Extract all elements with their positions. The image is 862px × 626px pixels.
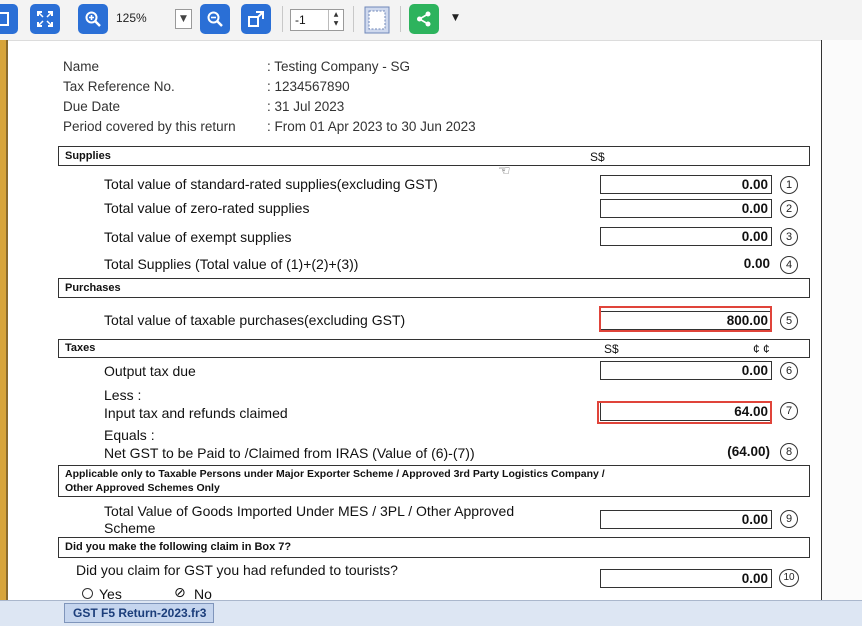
supplies-row-2-field[interactable]: 0.00 — [600, 199, 772, 218]
page-grid-icon — [362, 5, 392, 35]
supplies-section-header — [58, 146, 810, 166]
page-icon — [0, 11, 11, 27]
expand-icon — [36, 10, 54, 28]
left-border-shadow — [6, 40, 8, 600]
fit-page-button[interactable] — [30, 4, 60, 34]
zoom-out-button[interactable] — [200, 4, 230, 34]
right-margin — [822, 40, 862, 600]
box-number-5: 5 — [780, 312, 798, 330]
yes-label: Yes — [99, 586, 122, 600]
claim-section-header — [58, 537, 810, 558]
claim-question: Did you claim for GST you had refunded to tourists? — [76, 562, 398, 578]
no-label: No — [194, 586, 212, 600]
purchases-section-header — [58, 278, 810, 298]
tax-ref-label: Tax Reference No. — [63, 79, 175, 94]
taxes-cents: ¢ ¢ — [753, 342, 770, 356]
mes-row-label-line-2-clip — [100, 519, 520, 534]
supplies-row-1-label: Total value of standard-rated supplies(excluding GST) — [104, 176, 438, 192]
output-tax-label: Output tax due — [104, 363, 196, 379]
taxes-title: Taxes — [65, 342, 96, 354]
page-number-value: -1 — [295, 13, 306, 27]
previous-page-button[interactable] — [0, 4, 18, 34]
highlight-box-5 — [599, 306, 772, 332]
box-number-8: 8 — [780, 443, 798, 461]
page-number-input[interactable] — [290, 9, 344, 31]
share-dropdown-icon[interactable]: ▼ — [452, 13, 459, 23]
net-gst-value: (64.00) — [727, 444, 770, 459]
supplies-title: Supplies — [65, 150, 111, 162]
box-number-6: 6 — [780, 362, 798, 380]
claim-title: Did you make the following claim in Box 7? — [65, 541, 292, 553]
toolbar-separator — [400, 6, 401, 32]
hand-cursor-icon: ☜ — [498, 163, 511, 179]
box-number-4: 4 — [780, 256, 798, 274]
supplies-row-2-label: Total value of zero-rated supplies — [104, 200, 310, 216]
box-number-7: 7 — [780, 402, 798, 420]
purchases-title: Purchases — [65, 282, 121, 294]
zoom-in-button[interactable] — [78, 4, 108, 34]
zoom-in-icon — [84, 10, 102, 28]
input-tax-label: Input tax and refunds claimed — [104, 405, 288, 421]
supplies-row-3-label: Total value of exempt supplies — [104, 229, 292, 245]
mes-title-line-2: Other Approved Schemes Only — [65, 482, 220, 494]
purchases-row-5-label: Total value of taxable purchases(excluding GST) — [104, 312, 406, 328]
supplies-row-4-value: 0.00 — [743, 256, 770, 271]
tab-label: GST F5 Return-2023.fr3 — [73, 606, 207, 620]
supplies-row-1-field[interactable]: 0.00 — [600, 175, 772, 194]
due-date-value: : 31 Jul 2023 — [267, 99, 345, 114]
taxes-section-header — [58, 339, 810, 358]
no-checked-icon[interactable]: ⊘ — [174, 586, 186, 600]
resize-icon — [247, 10, 265, 28]
output-tax-field[interactable]: 0.00 — [600, 361, 772, 380]
mes-field[interactable]: 0.00 — [600, 510, 772, 529]
claim-field[interactable]: 0.00 — [600, 569, 772, 588]
purchases-row-5-field[interactable]: 800.00 — [600, 311, 772, 330]
name-value: : Testing Company - SG — [267, 59, 411, 74]
box-number-1: 1 — [780, 176, 798, 194]
box-number-10: 10 — [779, 569, 799, 587]
tab-gst-f5-return[interactable] — [64, 603, 214, 623]
supplies-row-3-field[interactable]: 0.00 — [600, 227, 772, 246]
zoom-out-icon — [206, 10, 224, 28]
page-width-button[interactable] — [241, 4, 271, 34]
supplies-row-4-label: Total Supplies (Total value of (1)+(2)+(3)) — [104, 256, 359, 272]
tax-ref-value: : 1234567890 — [267, 79, 350, 94]
period-label: Period covered by this return — [63, 119, 236, 134]
mes-title-line-1: Applicable only to Taxable Persons under Major Exporter Scheme / Approved 3rd Party Logistics Company / — [65, 468, 605, 480]
net-gst-label: Net GST to be Paid to /Claimed from IRAS (Value of (6)-(7)) — [104, 445, 475, 461]
box-number-3: 3 — [780, 228, 798, 246]
name-label: Name — [63, 59, 100, 74]
period-value: : From 01 Apr 2023 to 30 Jun 2023 — [267, 119, 476, 134]
highlight-box-7 — [597, 401, 772, 424]
page-spinner[interactable] — [328, 10, 343, 30]
chevron-down-icon: ▼ — [180, 14, 187, 24]
mes-section-header — [58, 465, 810, 497]
input-tax-field[interactable]: 64.00 — [600, 402, 772, 421]
equals-label: Equals : — [104, 427, 155, 443]
due-date-label: Due Date — [63, 99, 121, 114]
supplies-currency: S$ — [590, 150, 605, 164]
zoom-dropdown[interactable] — [175, 9, 192, 29]
toolbar — [0, 0, 862, 41]
spin-down-icon[interactable]: ▼ — [333, 20, 339, 27]
less-label: Less : — [104, 387, 142, 403]
share-button[interactable] — [409, 4, 439, 34]
toolbar-separator — [282, 6, 283, 32]
yes-radio[interactable] — [82, 588, 93, 599]
share-icon — [415, 10, 433, 28]
spin-up-icon[interactable]: ▲ — [333, 11, 339, 18]
mes-row-label-line-2: Scheme — [104, 520, 156, 534]
taxes-currency: S$ — [604, 342, 619, 356]
mes-row-label-line-1: Total Value of Goods Imported Under MES / 3PL / Other Approved — [104, 503, 515, 519]
toolbar-separator — [353, 6, 354, 32]
page-setup-button[interactable] — [362, 5, 392, 35]
box-number-9: 9 — [780, 510, 798, 528]
claim-options-clip — [80, 586, 260, 600]
zoom-level: 125% — [116, 11, 147, 25]
box-number-2: 2 — [780, 200, 798, 218]
